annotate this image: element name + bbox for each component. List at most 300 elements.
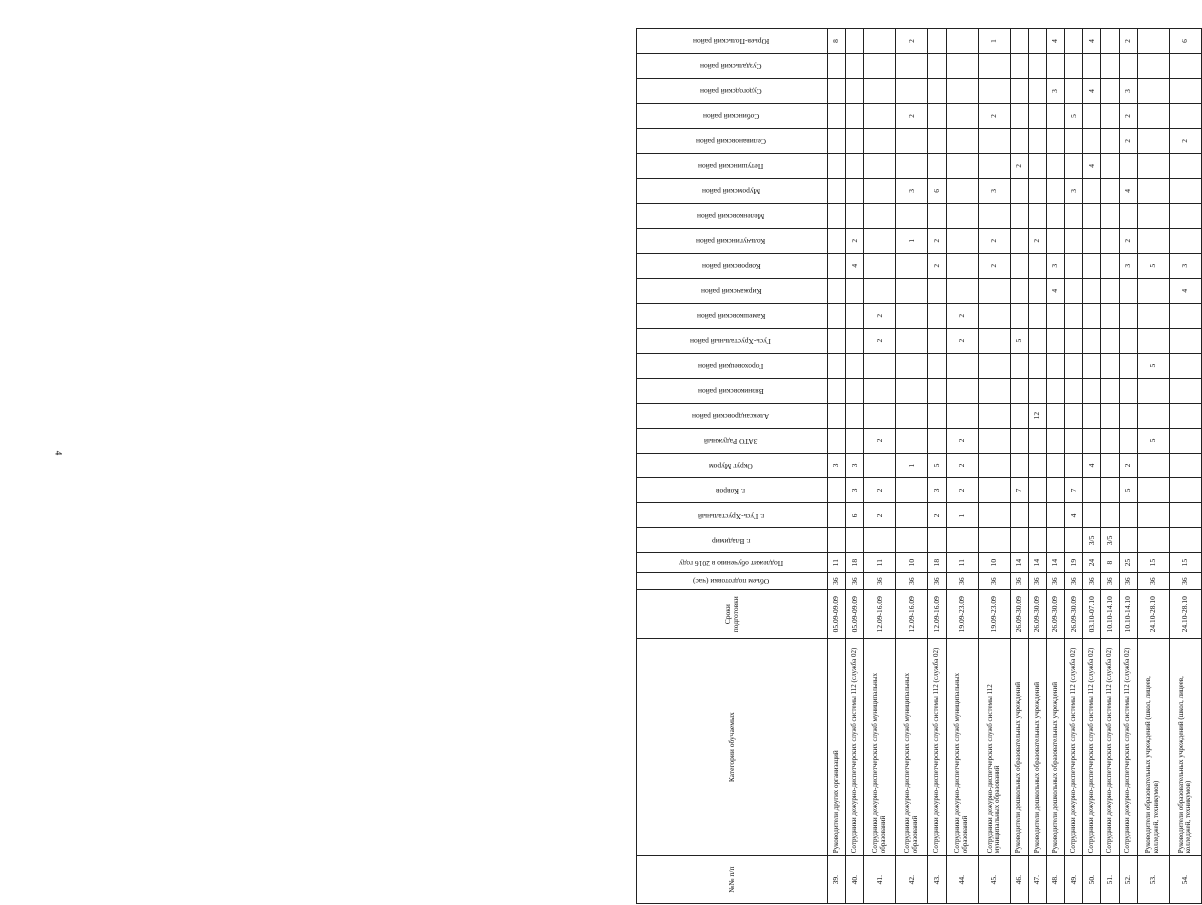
row-district-value: [928, 353, 946, 378]
row-district-value: [864, 103, 896, 128]
row-district-value: 2: [864, 503, 896, 528]
row-district-value: [978, 403, 1010, 428]
row-district-value: [1137, 503, 1169, 528]
row-district-value: 2: [928, 503, 946, 528]
row-district-value: [978, 503, 1010, 528]
row-district-value: [1065, 428, 1083, 453]
row-district-value: [1137, 528, 1169, 553]
row-district-value: [1169, 153, 1201, 178]
header-district: Суздальский район: [637, 54, 828, 79]
row-district-value: 2: [1010, 153, 1028, 178]
row-hours: 36: [1101, 572, 1119, 589]
row-district-value: [946, 128, 978, 153]
row-district-value: 3: [928, 478, 946, 503]
row-category: Руководители образовательных учреждений (школ, лицеев, колледжей, техникумов): [1169, 639, 1201, 856]
row-district-value: [978, 278, 1010, 303]
row-district-value: [846, 54, 864, 79]
row-district-value: [928, 428, 946, 453]
row-district-value: [896, 128, 928, 153]
row-district-value: [978, 203, 1010, 228]
row-volume: 11: [864, 553, 896, 573]
row-district-value: [846, 178, 864, 203]
row-district-value: [1169, 403, 1201, 428]
row-district-value: [1047, 453, 1065, 478]
row-district-value: [1083, 128, 1101, 153]
row-district-value: 1: [946, 503, 978, 528]
row-district-value: [946, 178, 978, 203]
row-number: 45.: [978, 856, 1010, 904]
row-district-value: 2: [978, 103, 1010, 128]
row-district-value: [896, 303, 928, 328]
row-volume: 14: [1010, 553, 1028, 573]
row-district-value: 2: [1169, 128, 1201, 153]
row-district-value: [1010, 403, 1028, 428]
row-district-value: 4: [1169, 278, 1201, 303]
training-schedule-table: [636, 28, 1202, 904]
row-district-value: [846, 328, 864, 353]
row-district-value: [928, 54, 946, 79]
row-district-value: [1119, 528, 1137, 553]
row-district-value: [978, 478, 1010, 503]
row-district-value: [1010, 278, 1028, 303]
row-district-value: [946, 78, 978, 103]
row-district-value: [896, 278, 928, 303]
row-district-value: 8: [828, 29, 846, 54]
row-district-value: [1065, 128, 1083, 153]
row-district-value: [828, 203, 846, 228]
row-district-value: [1083, 428, 1101, 453]
row-district-value: [1028, 253, 1046, 278]
row-dates: 24.10-28.10: [1137, 590, 1169, 639]
page-number: 4: [53, 450, 64, 456]
row-district-value: [896, 478, 928, 503]
row-district-value: [828, 78, 846, 103]
row-district-value: 2: [928, 228, 946, 253]
row-district-value: 3: [846, 453, 864, 478]
row-district-value: [1101, 54, 1119, 79]
row-district-value: [1010, 253, 1028, 278]
row-district-value: [1137, 303, 1169, 328]
row-district-value: 1: [978, 29, 1010, 54]
row-district-value: [1101, 403, 1119, 428]
row-district-value: [1028, 353, 1046, 378]
row-volume: 10: [978, 553, 1010, 573]
row-district-value: [846, 378, 864, 403]
row-district-value: [1101, 378, 1119, 403]
row-district-value: 4: [1083, 78, 1101, 103]
header-district: Ковровский район: [637, 253, 828, 278]
row-district-value: [1137, 153, 1169, 178]
row-district-value: 3: [978, 178, 1010, 203]
row-district-value: [1137, 178, 1169, 203]
row-district-value: [1010, 203, 1028, 228]
row-district-value: [846, 403, 864, 428]
row-district-value: [978, 328, 1010, 353]
row-district-value: [1028, 428, 1046, 453]
table-row: [928, 29, 946, 904]
row-number: 39.: [828, 856, 846, 904]
row-district-value: 2: [1119, 128, 1137, 153]
row-dates: 26.09-30.09: [1010, 590, 1028, 639]
row-district-value: [1101, 478, 1119, 503]
row-district-value: [828, 54, 846, 79]
row-district-value: [1028, 78, 1046, 103]
row-district-value: [1047, 503, 1065, 528]
row-district-value: [896, 528, 928, 553]
row-district-value: [1047, 178, 1065, 203]
row-district-value: [1137, 278, 1169, 303]
row-district-value: 6: [846, 503, 864, 528]
row-district-value: [1169, 528, 1201, 553]
header-district: Вязниковский район: [637, 378, 828, 403]
row-district-value: [1047, 378, 1065, 403]
row-district-value: [946, 203, 978, 228]
row-district-value: [1169, 54, 1201, 79]
row-district-value: 5: [928, 453, 946, 478]
row-district-value: [1137, 128, 1169, 153]
row-district-value: [1065, 78, 1083, 103]
header-no: №№ п/п: [637, 856, 828, 904]
row-category: Сотрудники дежурно-диспетчерских служб системы 112 (служба 02): [1101, 639, 1119, 856]
row-district-value: [1028, 54, 1046, 79]
row-district-value: [1169, 478, 1201, 503]
header-district: Камешковский район: [637, 303, 828, 328]
row-district-value: [1101, 253, 1119, 278]
row-hours: 36: [1119, 572, 1137, 589]
row-district-value: 3/5: [1083, 528, 1101, 553]
row-district-value: [1065, 278, 1083, 303]
row-district-value: [946, 29, 978, 54]
row-district-value: [896, 378, 928, 403]
row-district-value: 2: [928, 253, 946, 278]
row-district-value: [846, 353, 864, 378]
row-district-value: [1119, 378, 1137, 403]
row-district-value: [1083, 403, 1101, 428]
row-district-value: [1065, 403, 1083, 428]
row-dates: 12.09-16.09: [864, 590, 896, 639]
row-district-value: [1028, 178, 1046, 203]
row-district-value: 2: [946, 453, 978, 478]
header-district: Кольчугинский район: [637, 228, 828, 253]
row-dates: 03.10-07.10: [1083, 590, 1101, 639]
row-district-value: 5: [1065, 103, 1083, 128]
row-volume: 8: [1101, 553, 1119, 573]
row-district-value: [1169, 103, 1201, 128]
row-district-value: [928, 303, 946, 328]
row-district-value: 2: [1028, 228, 1046, 253]
row-district-value: [1137, 403, 1169, 428]
row-district-value: [1137, 478, 1169, 503]
row-district-value: 2: [978, 228, 1010, 253]
row-district-value: [896, 428, 928, 453]
row-district-value: [1119, 54, 1137, 79]
row-district-value: [1010, 128, 1028, 153]
row-district-value: [1083, 253, 1101, 278]
row-district-value: [1119, 428, 1137, 453]
row-district-value: 7: [1010, 478, 1028, 503]
row-district-value: [1083, 278, 1101, 303]
row-district-value: 4: [1083, 153, 1101, 178]
row-district-value: [1065, 153, 1083, 178]
header-district: Петушинский район: [637, 153, 828, 178]
row-district-value: [946, 528, 978, 553]
row-district-value: [1083, 478, 1101, 503]
row-district-value: [828, 178, 846, 203]
row-district-value: [978, 128, 1010, 153]
row-district-value: [846, 303, 864, 328]
row-district-value: 6: [928, 178, 946, 203]
row-district-value: [864, 29, 896, 54]
table-row: [1137, 29, 1169, 904]
row-district-value: 5: [1137, 353, 1169, 378]
row-district-value: [978, 353, 1010, 378]
row-number: 54.: [1169, 856, 1201, 904]
row-district-value: [1083, 54, 1101, 79]
row-category: Сотрудники дежурно-диспетчерских служб системы 112 (служба 02): [1119, 639, 1137, 856]
row-district-value: [846, 528, 864, 553]
row-number: 43.: [928, 856, 946, 904]
header-district: г. Владимир: [637, 528, 828, 553]
row-category: Руководители дошкольных образовательных учреждений: [1047, 639, 1065, 856]
table-row: [1028, 29, 1046, 904]
row-district-value: [828, 128, 846, 153]
row-district-value: [978, 528, 1010, 553]
table-row: [978, 29, 1010, 904]
row-district-value: [864, 253, 896, 278]
row-district-value: [946, 403, 978, 428]
row-district-value: 3: [828, 453, 846, 478]
row-district-value: 4: [1083, 453, 1101, 478]
row-district-value: 2: [864, 328, 896, 353]
row-district-value: [1028, 128, 1046, 153]
row-district-value: [1083, 178, 1101, 203]
row-district-value: [828, 428, 846, 453]
row-district-value: 4: [1047, 29, 1065, 54]
row-district-value: 5: [1010, 328, 1028, 353]
row-district-value: [896, 503, 928, 528]
row-district-value: [1047, 128, 1065, 153]
row-volume: 11: [946, 553, 978, 573]
row-district-value: [1169, 453, 1201, 478]
row-district-value: [846, 278, 864, 303]
row-hours: 36: [978, 572, 1010, 589]
row-district-value: [1169, 78, 1201, 103]
row-hours: 36: [864, 572, 896, 589]
row-district-value: [1010, 29, 1028, 54]
row-district-value: [828, 528, 846, 553]
row-district-value: [846, 153, 864, 178]
row-district-value: [1065, 203, 1083, 228]
row-volume: 15: [1137, 553, 1169, 573]
row-district-value: [1010, 353, 1028, 378]
row-district-value: 2: [1119, 103, 1137, 128]
row-district-value: 1: [896, 453, 928, 478]
row-dates: 19.09-23.09: [946, 590, 978, 639]
row-district-value: [1010, 303, 1028, 328]
row-district-value: [928, 128, 946, 153]
header-district: Гусь-Хрустальный район: [637, 328, 828, 353]
row-district-value: [1047, 303, 1065, 328]
row-district-value: [1047, 54, 1065, 79]
row-district-value: [1028, 203, 1046, 228]
row-district-value: [1169, 328, 1201, 353]
row-district-value: [1010, 103, 1028, 128]
row-district-value: [1047, 403, 1065, 428]
row-dates: 05.09-09.09: [846, 590, 864, 639]
row-district-value: [896, 403, 928, 428]
row-district-value: [978, 453, 1010, 478]
row-category: Сотрудники дежурно-диспетчерских служб системы 112 (служба 02): [1083, 639, 1101, 856]
row-district-value: [896, 353, 928, 378]
row-district-value: [928, 328, 946, 353]
row-district-value: 3/5: [1101, 528, 1119, 553]
rotated-table-container: [636, 28, 1202, 904]
row-district-value: 2: [864, 303, 896, 328]
row-district-value: [1101, 503, 1119, 528]
row-hours: 36: [946, 572, 978, 589]
table-row: [864, 29, 896, 904]
row-district-value: [1119, 353, 1137, 378]
row-district-value: [1047, 328, 1065, 353]
row-district-value: [1010, 503, 1028, 528]
row-district-value: [1101, 103, 1119, 128]
header-district: Александровский район: [637, 403, 828, 428]
row-district-value: [1028, 528, 1046, 553]
row-district-value: [1137, 378, 1169, 403]
row-district-value: 12: [1028, 403, 1046, 428]
row-district-value: [946, 103, 978, 128]
row-district-value: [1028, 478, 1046, 503]
row-district-value: [1083, 228, 1101, 253]
row-district-value: [1101, 29, 1119, 54]
header-dates: Сроки подготовки: [637, 590, 828, 639]
table-body: [828, 29, 1202, 904]
row-district-value: [1028, 328, 1046, 353]
row-district-value: [1083, 378, 1101, 403]
row-district-value: 5: [1119, 478, 1137, 503]
row-district-value: [1137, 54, 1169, 79]
header-volume: Подлежит обучению в 2016 году: [637, 553, 828, 573]
row-district-value: [864, 178, 896, 203]
row-district-value: 2: [946, 303, 978, 328]
row-number: 41.: [864, 856, 896, 904]
row-district-value: [1010, 78, 1028, 103]
row-district-value: [1169, 353, 1201, 378]
row-district-value: [1083, 328, 1101, 353]
header-district: Округ Муром: [637, 453, 828, 478]
header-district: Собинский район: [637, 103, 828, 128]
row-hours: 36: [1028, 572, 1046, 589]
row-district-value: [1028, 503, 1046, 528]
row-district-value: [1169, 203, 1201, 228]
row-district-value: 2: [978, 253, 1010, 278]
row-district-value: [1083, 353, 1101, 378]
row-district-value: [1083, 103, 1101, 128]
row-category: Сотрудники дежурно-диспетчерских служб системы 112 (служба 02): [846, 639, 864, 856]
row-district-value: [1028, 153, 1046, 178]
row-hours: 36: [828, 572, 846, 589]
row-district-value: 2: [864, 428, 896, 453]
row-district-value: [1101, 328, 1119, 353]
row-volume: 14: [1047, 553, 1065, 573]
row-volume: 10: [896, 553, 928, 573]
header-district: ЗАТО Радужный: [637, 428, 828, 453]
row-number: 42.: [896, 856, 928, 904]
row-district-value: [1047, 528, 1065, 553]
row-district-value: [864, 54, 896, 79]
row-district-value: [1137, 228, 1169, 253]
row-district-value: [864, 128, 896, 153]
table-row: [946, 29, 978, 904]
row-district-value: [1065, 253, 1083, 278]
row-category: Сотрудники дежурно-диспетчерских служб муниципальных образований: [946, 639, 978, 856]
row-district-value: [1169, 428, 1201, 453]
row-district-value: 2: [1119, 453, 1137, 478]
row-category: Сотрудники дежурно-диспетчерских служб системы 112 муниципальных образований: [978, 639, 1010, 856]
row-district-value: 4: [1047, 278, 1065, 303]
row-district-value: 2: [1119, 228, 1137, 253]
row-district-value: [946, 378, 978, 403]
row-district-value: [946, 228, 978, 253]
row-district-value: [1119, 278, 1137, 303]
row-district-value: [1101, 78, 1119, 103]
table-row: [1101, 29, 1119, 904]
row-district-value: 6: [1169, 29, 1201, 54]
row-district-value: [946, 278, 978, 303]
row-district-value: [978, 54, 1010, 79]
row-dates: 05.09-09.09: [828, 590, 846, 639]
row-volume: 14: [1028, 553, 1046, 573]
row-district-value: [1047, 428, 1065, 453]
row-district-value: [864, 153, 896, 178]
row-district-value: [1010, 54, 1028, 79]
row-district-value: [1010, 378, 1028, 403]
row-volume: 19: [1065, 553, 1083, 573]
row-hours: 36: [896, 572, 928, 589]
row-district-value: [928, 378, 946, 403]
row-dates: 19.09-23.09: [978, 590, 1010, 639]
row-district-value: [846, 128, 864, 153]
row-district-value: [896, 78, 928, 103]
row-district-value: 2: [946, 478, 978, 503]
row-district-value: [828, 328, 846, 353]
row-district-value: [896, 253, 928, 278]
row-district-value: 4: [1065, 503, 1083, 528]
row-district-value: 2: [864, 478, 896, 503]
row-district-value: [928, 528, 946, 553]
row-district-value: [1065, 54, 1083, 79]
row-district-value: 3: [1119, 253, 1137, 278]
row-district-value: 3: [846, 478, 864, 503]
row-hours: 36: [1169, 572, 1201, 589]
row-district-value: [1010, 228, 1028, 253]
row-district-value: [928, 278, 946, 303]
table-row: [1119, 29, 1137, 904]
row-district-value: [896, 54, 928, 79]
row-dates: 24.10-28.10: [1169, 590, 1201, 639]
row-district-value: [846, 78, 864, 103]
row-district-value: [1065, 29, 1083, 54]
row-category: Сотрудники дежурно-диспетчерских служб системы 112 (служба 02): [1065, 639, 1083, 856]
row-district-value: [1083, 303, 1101, 328]
table-row: [1083, 29, 1101, 904]
row-district-value: [1047, 153, 1065, 178]
row-district-value: [978, 153, 1010, 178]
row-district-value: [828, 303, 846, 328]
row-district-value: [1065, 453, 1083, 478]
row-district-value: [1028, 303, 1046, 328]
header-district: Киржачский район: [637, 278, 828, 303]
